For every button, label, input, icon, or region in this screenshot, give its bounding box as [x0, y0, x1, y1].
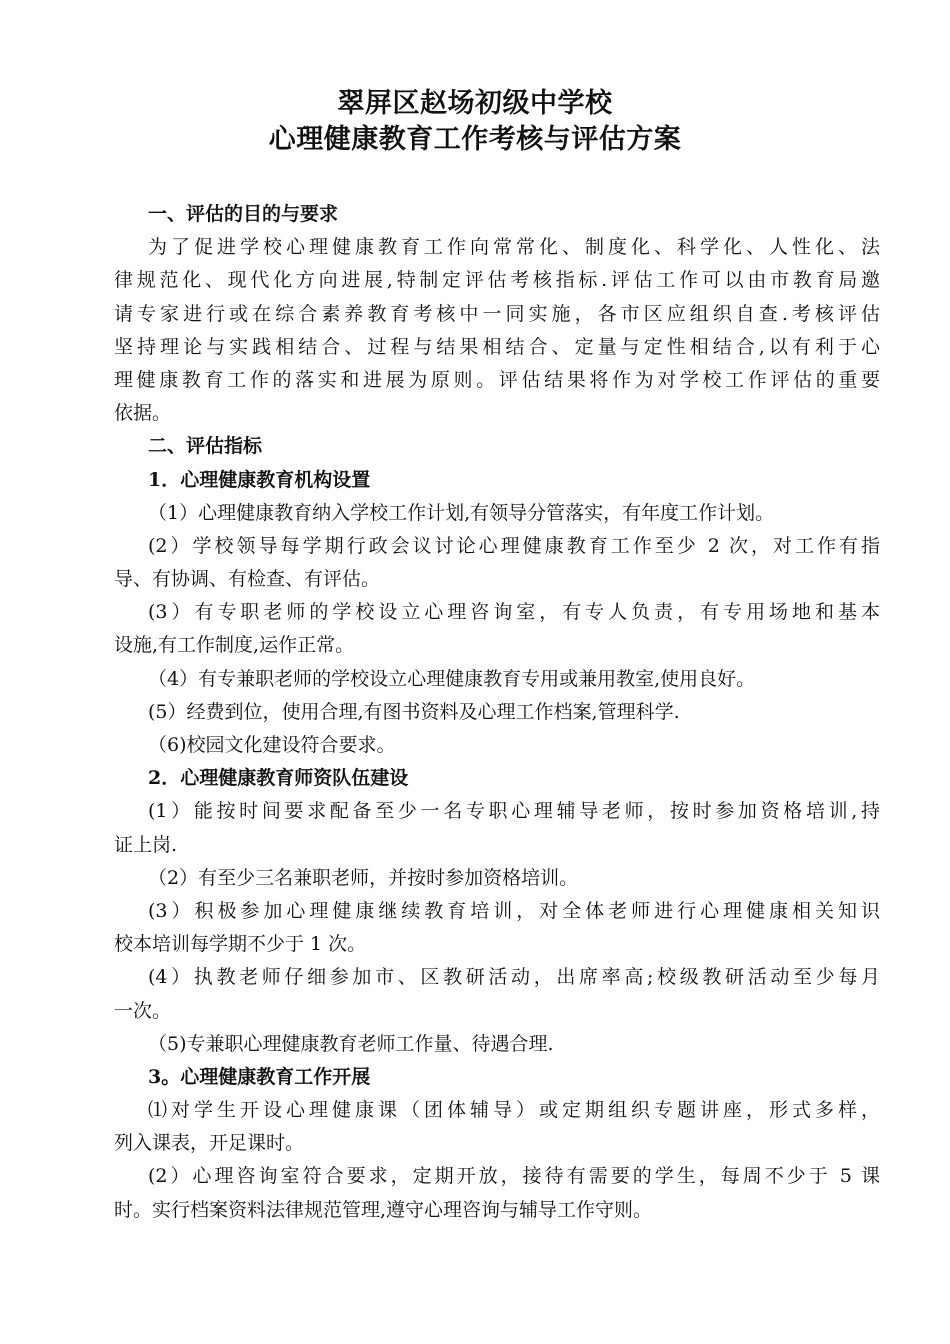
- subsection-heading-work: 3。心理健康教育工作开展: [148, 1065, 371, 1088]
- section-heading-indicators: 二、评估指标: [148, 435, 263, 458]
- paragraph-purpose: [114, 231, 880, 430]
- list-item-line: (4）执教老师仔细参加市、区教研活动，出席率高;校级教研活动至少每月: [148, 966, 880, 989]
- list-item: [114, 961, 880, 1027]
- list-item: [114, 895, 880, 961]
- list-item: [114, 1028, 880, 1061]
- list-item-line: 导、有协调、有检查、有评估。: [114, 568, 381, 591]
- paragraph-line: 理健康教育工作的落实和进展为原则。评估结果将作为对学校工作评估的重要: [114, 368, 880, 391]
- list-item-line: (1）能按时间要求配备至少一名专职心理辅导老师，按时参加资格培训,持: [148, 800, 880, 823]
- list-item-line: (3）有专职老师的学校设立心理咨询室，有专人负责，有专用场地和基本: [148, 601, 880, 624]
- list-item: [114, 1160, 880, 1226]
- list-item: [114, 696, 880, 729]
- document-title: [0, 86, 950, 158]
- list-item-line: (2）心理咨询室符合要求，定期开放，接待有需要的学生，每周不少于 5 课: [148, 1165, 880, 1188]
- paragraph-line: 依据。: [114, 402, 172, 425]
- list-item-line: (5）经费到位，使用合理,有图书资料及心理工作档案,管理科学.: [148, 700, 680, 723]
- section-heading-purpose: 一、评估的目的与要求: [148, 203, 339, 225]
- list-item-line: （4）有专兼职老师的学校设立心理健康教育专用或兼用教室,使用良好。: [148, 667, 756, 690]
- paragraph-line: 坚持理论与实践相结合、过程与结果相结合、定量与定性相结合,以有利于心: [114, 335, 880, 358]
- list-item-line: 一次。: [114, 999, 172, 1022]
- subsection-heading-organization: 1．心理健康教育机构设置: [148, 468, 371, 491]
- list-item-line: （1）心理健康教育纳入学校工作计划,有领导分管落实，有年度工作计划。: [148, 501, 775, 524]
- paragraph-line: 律规范化、现代化方向进展,特制定评估考核指标.评估工作可以由市教育局邀: [114, 269, 880, 292]
- list-item-line: （2）有至少三名兼职老师，并按时参加资格培训。: [148, 866, 579, 889]
- subsection-heading-teachers: 2．心理健康教育师资队伍建设: [148, 767, 409, 790]
- list-item-line: 设施,有工作制度,运作正常。: [114, 634, 355, 657]
- paragraph-line: 请专家进行或在综合素养教育考核中一同实施，各市区应组织自查.考核评估: [114, 302, 880, 325]
- list-item-line: 列入课表，开足课时。: [114, 1132, 305, 1155]
- list-item: [114, 862, 880, 895]
- title-plan-name: 心理健康教育工作考核与评估方案: [268, 124, 682, 155]
- list-item: [114, 596, 880, 662]
- list-item-line: (3）积极参加心理健康继续教育培训，对全体老师进行心理健康相关知识: [148, 899, 880, 922]
- list-item-line: （6)校园文化建设符合要求。: [148, 734, 396, 756]
- list-item-line: ⑴对学生开设心理健康课（团体辅导）或定期组织专题讲座，形式多样，: [148, 1099, 880, 1122]
- title-school-name: 翠屏区赵场初级中学校: [337, 88, 613, 119]
- list-item-line: 时。实行档案资料法律规范管理,遵守心理咨询与辅导工作守则。: [114, 1198, 653, 1221]
- list-item: [114, 497, 880, 530]
- list-item: [114, 530, 880, 596]
- list-item: [114, 1094, 880, 1160]
- paragraph-line: 为了促进学校心理健康教育工作向常常化、制度化、科学化、人性化、法: [148, 236, 880, 259]
- list-item-line: （5)专兼职心理健康教育老师工作量、待遇合理.: [148, 1032, 554, 1055]
- document-body: [114, 198, 880, 1227]
- list-item: [114, 795, 880, 861]
- list-item: [114, 663, 880, 696]
- list-item-line: 证上岗.: [114, 833, 178, 856]
- list-item-line: (2）学校领导每学期行政会议讨论心理健康教育工作至少 2 次，对工作有指: [148, 534, 880, 557]
- list-item-line: 校本培训每学期不少于 1 次。: [114, 933, 367, 956]
- list-item: [114, 729, 880, 762]
